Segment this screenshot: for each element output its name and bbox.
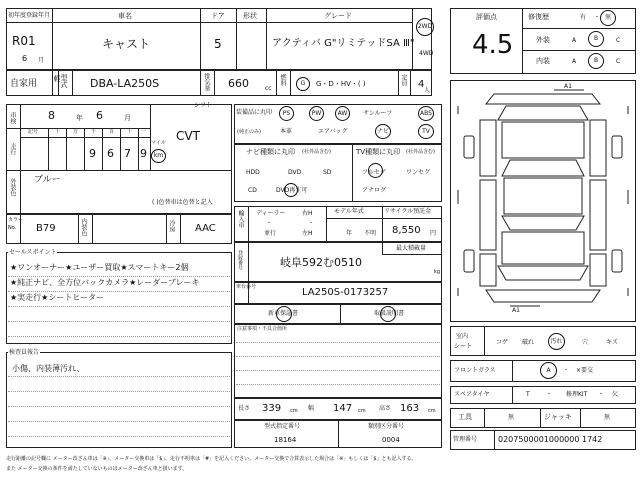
capacity-value: 4 [418,79,425,90]
equip-abs-circle: ABS [418,106,434,121]
rating-value: 4.5 [472,30,514,60]
tools-value: 無 [508,414,515,421]
mileage-unit-label: マイル [151,140,166,146]
fuel-label: 燃料 [279,74,286,86]
mileage-head-6: 一 [141,129,147,135]
front-glass-selected: A [540,362,557,379]
equip-sunroof: サンルーフ [363,110,393,117]
class-number-value: 0004 [382,436,400,444]
sales-point-line-2: ★純正ナビ、全方位バックカメラ★レーダーブレーキ [10,278,200,287]
person-unit: 人 [424,87,431,94]
interior-grade-selected: B [588,53,604,69]
equip-navi-circle: ナビ [375,124,391,139]
jack-label: ジャッキ [544,413,572,421]
model-year-unit: 年 [346,230,353,237]
warranty-box [234,304,442,324]
grade-label: グレード [324,12,352,20]
equip-ps-circle: PS [279,106,294,121]
registration-row [6,70,432,96]
mileage-digit-4: 7 [124,147,131,160]
navi-sd: SD [323,169,332,176]
inspection-year-unit: 年 [76,114,83,122]
seat-opt-hole: 穴 [582,339,589,346]
exterior-color-note: ( )色替車は色替と記入 [152,199,213,206]
exterior-grade-a: A [572,37,577,44]
import-parallel: 並行 [264,230,277,237]
equip-pw-circle: PW [309,106,324,121]
import-label: 輸入車 [237,210,244,228]
class-number-label: 類別区分番号 [368,423,405,430]
import-left-h: 左H [302,230,313,237]
height-cm: cm [428,408,436,414]
model-year-unknown: 不明 [364,230,377,237]
mileage-head-5: 十 [127,129,133,135]
vehicle-info-block [6,104,232,214]
plate-value: 岐阜592む0510 [280,256,362,269]
warranty-instruction: 取扱説明書 [374,310,405,317]
import-dot-2: ・ [308,220,315,227]
width-value: 147 [333,403,353,414]
recycle-amount: 8,550 [392,225,421,236]
mileage-head-2: 万 [73,129,79,135]
diagram-a1-top: A1 [564,83,572,90]
exterior-grade-label: 外装 [536,36,550,44]
length-label: 長さ [238,405,251,412]
spare-tire-dot-1: ・ [546,391,553,398]
navi-cd: CD [248,187,257,194]
footer-line-2: また メーター交換の条件を満たしていないものはメーター改ざん車と扱います。 [6,466,188,472]
equip-aw-circle: AW [335,106,350,121]
import-dealer: ディーラー [256,210,286,217]
grade-value: アクティバ G"リミテッドSA Ⅲ" [272,38,415,49]
interior-grade-c: C [616,58,621,65]
notes-area-box [234,324,442,398]
capacity-label: 定員 [400,74,407,86]
navi-hdd: HDD [246,169,260,176]
door-count: 5 [214,37,222,51]
tv-selected-circle [368,163,383,178]
car-diagram [450,80,636,322]
drive-2wd-circle: 2WD [416,18,434,36]
equipment-label: 装備品に丸印 [236,109,273,116]
recycle-yen: 円 [430,230,437,237]
spare-tire-t: T [526,391,530,398]
warranty-manual-circle [276,306,292,322]
trim-value: AAC [195,223,216,234]
front-glass-dot: ・ [563,367,570,374]
navi-selected-circle [284,183,298,197]
inspection-year: 8 [48,109,55,122]
first-reg-label: 初年度登録年月 [8,12,51,19]
door-label: ドア [211,12,225,20]
warranty-instruction-circle [380,306,396,322]
usage-category: 自家用 [10,79,38,89]
equip-airbag: エアバッグ [318,128,348,135]
equipment-sub-label: (純正のみ) [237,129,261,135]
warranty-manual: 新車保証書 [268,310,299,317]
navi-dvd: DVD [288,169,302,176]
tv-oneseg: ワンセグ [406,169,431,176]
first-reg-year: R01 [12,34,36,48]
trim-label: 冷房 [168,220,175,232]
diagram-a1-bottom: A1 [512,307,520,314]
color-no-label: No. [8,225,17,231]
seat-opt-dirt-circle: 汚れ [548,333,565,350]
fuel-options: G・D・HV・( ) [316,80,366,88]
import-dot: ・ [266,220,273,227]
max-load-label: 最大積載量 [396,245,427,252]
front-glass-replace: ×要交 [576,367,594,374]
length-cm: cm [290,408,298,414]
mileage-head-3: 千 [91,129,97,135]
interior-seat-label-2: シート [454,343,473,350]
seat-opt-burn: コゲ [496,339,509,346]
exterior-grade-selected: B [588,31,604,47]
mileage-label: 走行 [9,143,16,155]
import-right-h: 右H [302,210,313,217]
mileage-head-1: 十 [55,129,61,135]
interior-color-label: 内装色 [80,218,87,236]
shift-label: シフト [194,102,213,109]
tv-title: TV種類に丸印 [356,148,401,156]
color-code: B79 [36,223,56,234]
front-glass-label: フロントガラス [454,367,496,374]
max-load-kg: kg [434,269,441,275]
fuel-selected-circle: G [296,77,310,91]
tools-label: 工具 [458,413,472,421]
model-label: 型式 [60,74,68,88]
model-code: DBA-LA250S [90,77,160,90]
repair-label: 修復歴 [528,13,549,21]
chassis-value: LA250S-0173257 [302,287,389,298]
interior-grade-a: A [572,58,577,65]
sales-points-label: セールスポイント [9,249,57,256]
displacement-value: 660 [228,77,249,90]
seat-opt-tear: 破れ [522,339,535,346]
month-unit: 月 [38,57,45,64]
color-label: カラー [8,217,24,223]
length-value: 339 [262,403,282,414]
shape-label: 形状 [243,12,257,20]
exterior-color-value: ブルー [34,175,61,185]
seat-opt-scratch: キズ [606,339,618,346]
chassis-label: 車台番号 [236,284,257,290]
displacement-label: 排気量 [203,73,210,91]
sales-point-line-3: ★実走行★シートヒーター [10,293,105,302]
mileage-head-4: 百 [109,129,115,135]
notes-area-label: 注意事項・不具合箇所 [237,326,288,332]
rating-label: 評価点 [476,13,497,21]
height-value: 163 [400,403,420,414]
width-label: 幅 [308,405,315,412]
first-reg-month: 6 [22,54,28,63]
interior-grade-label: 内装 [536,57,550,65]
mileage-digit-5: 9 [140,147,147,160]
tv-analog: アナログ [362,187,387,194]
repair-selected-circle: 無 [600,10,616,26]
car-name-label: 車名 [118,12,132,20]
model-year-label: モデル年式 [334,208,364,215]
spare-tire-label: スペアタイヤ [454,391,490,398]
shift-value: CVT [176,129,200,143]
repair-option-yes: 有 [580,14,587,21]
recycle-label: リサイクル預託金 [384,208,432,215]
mileage-unit-circle: km [151,149,166,163]
spare-tire-missing: 欠 [612,391,619,398]
inspector-note-line-1: 小傷、内装薄汚れ、 [12,364,85,373]
tv-fullseg: フルセグ [362,169,386,176]
cc-unit: cc [265,85,272,92]
equip-leather: 本革 [280,128,293,135]
type-number-label: 型式指定番号 [264,423,301,430]
plate-label: 登録番号 [237,250,243,270]
spare-tire-dot-2: ・ [598,391,605,398]
mileage-head-0: 記号 [28,129,39,135]
mileage-digit-2: 9 [89,147,96,160]
inspection-month-unit: 月 [124,114,131,122]
inspection-label: 車検 [9,112,16,124]
height-label: 高さ [379,405,392,412]
repair-dot: ・ [594,14,601,21]
exterior-grade-c: C [616,37,621,44]
interior-seat-label-1: 室内 [456,333,469,340]
management-number: 0207500001000000 1742 [498,435,603,444]
width-cm: cm [358,408,366,414]
inspector-notes-label: 検査員報告 [9,349,40,356]
navi-title: ナビ種類に丸印 [246,148,295,156]
spare-tire-kit: 修理KIT [566,391,588,398]
footer-line-1: 走行距離の記号欄に メーター改ざん車は「※」、メーター交換車は「$」、走行不明車は「#」を記入ください。メーター交換で合算表示した場合は「※」もしくは「$」とも記入する。 [6,456,417,462]
drive-4wd: 4WD [419,50,434,57]
mileage-digit-3: 6 [107,147,114,160]
tv-note: (社外品含む) [406,149,435,155]
navi-note: (社外品含む) [302,149,331,155]
kei-label: 軽 [53,75,61,82]
equip-tv-circle: TV [418,124,434,139]
navi-dvd-playable: DVD再生可 [276,187,308,194]
inspection-month: 6 [96,109,103,122]
jack-value: 無 [604,414,611,421]
type-number-value: 18164 [274,436,297,444]
management-label: 管理番号 [453,436,478,443]
car-name: キャスト [102,37,151,51]
sales-point-line-1: ★ワンオーナー★ユーザー買取★スマートキー2個 [10,263,189,272]
exterior-color-label: 外装色 [9,178,16,196]
